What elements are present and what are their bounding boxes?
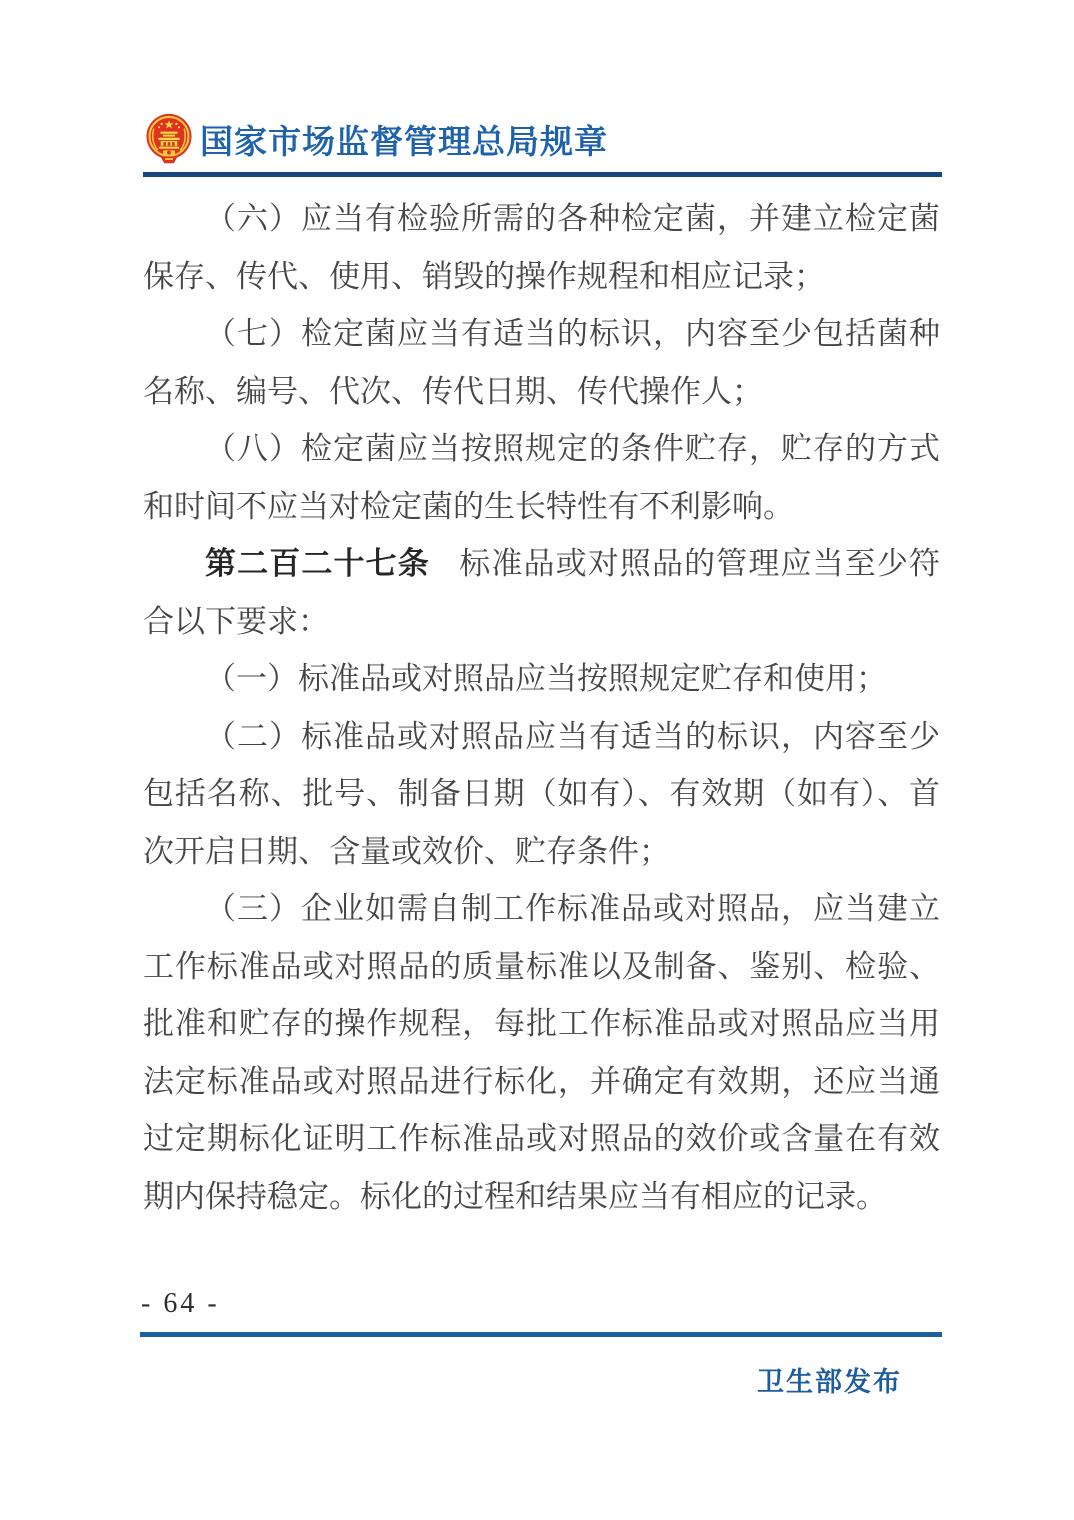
- publisher-label: 卫生部发布: [757, 1367, 902, 1397]
- paragraph-text: 标准品或对照品的管理应当至少符合以下要求：: [143, 546, 941, 639]
- paragraph-item-2: [143, 708, 940, 881]
- header-title: 国家市场监督管理总局规章: [200, 122, 608, 160]
- page-header: [143, 112, 608, 166]
- paragraph-text: （二）标准品或对照品应当有适当的标识，内容至少包括名称、批号、制备日期（如有）、有效期（如有）、首次开启日期、含量或效价、贮存条件；: [143, 718, 940, 869]
- paragraph-text: （七）检定菌应当有适当的标识，内容至少包括菌种名称、编号、代次、传代日期、传代操作人；: [143, 316, 940, 409]
- paragraph-item-7: [143, 305, 940, 420]
- page-number: - 64 -: [141, 1288, 220, 1319]
- paragraph-item-1: [143, 650, 940, 708]
- paragraph-text: （八）检定菌应当按照规定的条件贮存，贮存的方式和时间不应当对检定菌的生长特性有不利影响。: [143, 431, 940, 524]
- china-national-emblem-icon: [143, 112, 195, 166]
- article-number-label: 第二百二十七条: [205, 546, 430, 581]
- document-body: [143, 190, 940, 1225]
- footer-divider: [140, 1332, 942, 1337]
- paragraph-article-227: [143, 535, 940, 650]
- paragraph-text: （三）企业如需自制工作标准品或对照品，应当建立工作标准品或对照品的质量标准以及制备、鉴别、检验、批准和贮存的操作规程，每批工作标准品或对照品应当用法定标准品或对照品进行标化，并确定有效期，还应当通过定期标化证明工作标准品或对照品的效价或含量在有效期内保持稳定。标化的过程和结果应当有相应的记录。: [143, 891, 940, 1214]
- header-divider: [143, 172, 942, 177]
- paragraph-item-8: [143, 420, 940, 535]
- paragraph-item-6: [143, 190, 940, 305]
- paragraph-item-3: [143, 880, 940, 1225]
- paragraph-text: （一）标准品或对照品应当按照规定贮存和使用；: [205, 661, 887, 696]
- paragraph-text: （六）应当有检验所需的各种检定菌，并建立检定菌保存、传代、使用、销毁的操作规程和相应记录；: [143, 201, 940, 294]
